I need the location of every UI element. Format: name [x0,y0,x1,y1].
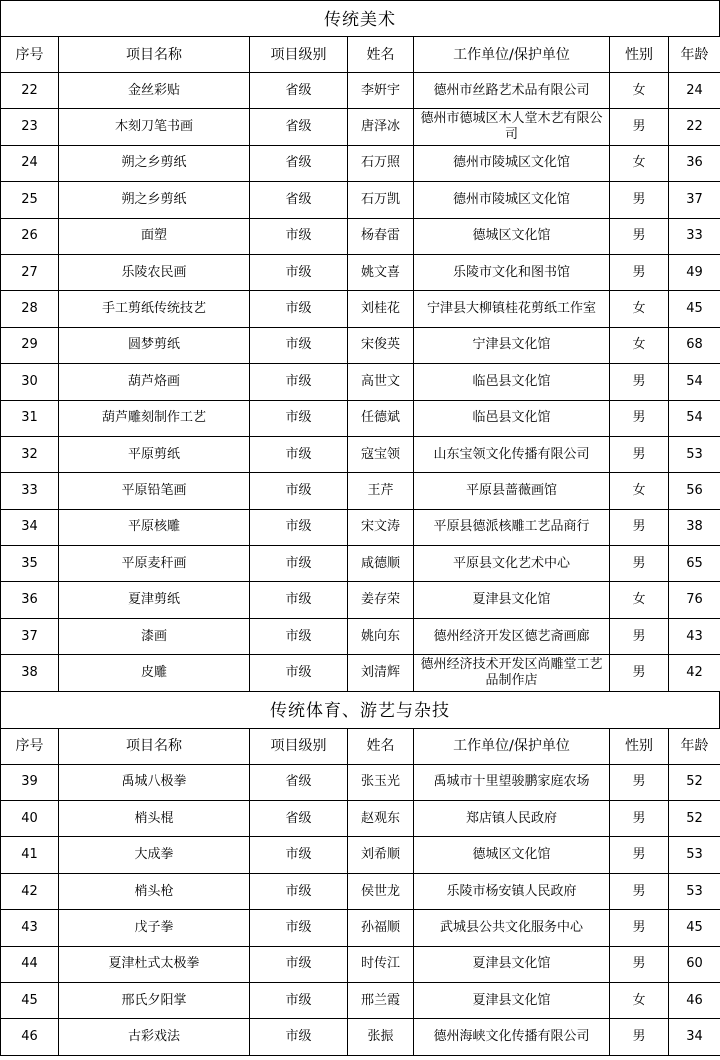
cell-project: 禹城八极拳 [59,764,250,800]
cell-gender: 女 [610,473,669,509]
table-row [1,182,720,218]
cell-index: 29 [1,327,59,363]
cell-project: 平原核雕 [59,509,250,545]
cell-name: 邢兰霞 [348,982,414,1018]
cell-unit: 宁津县大柳镇桂花剪纸工作室 [414,291,610,327]
cell-project: 平原剪纸 [59,436,250,472]
cell-level: 市级 [250,873,348,909]
cell-gender: 男 [610,618,669,654]
cell-level: 市级 [250,946,348,982]
cell-name: 石万照 [348,145,414,181]
table-row [1,436,720,472]
cell-age: 53 [669,837,720,873]
cell-age: 46 [669,982,720,1018]
cell-unit: 禹城市十里望骏鹏家庭农场 [414,764,610,800]
table-row [1,145,720,181]
cell-age: 38 [669,509,720,545]
cell-index: 46 [1,1019,59,1055]
cell-name: 姚文喜 [348,254,414,290]
table-row [1,291,720,327]
cell-project: 皮雕 [59,655,250,691]
cell-level: 市级 [250,837,348,873]
header-index: 序号 [1,37,59,73]
cell-index: 31 [1,400,59,436]
cell-gender: 男 [610,364,669,400]
cell-name: 张振 [348,1019,414,1055]
cell-gender: 男 [610,910,669,946]
cell-level: 市级 [250,546,348,582]
header-level: 项目级别 [250,37,348,73]
cell-age: 24 [669,73,720,109]
table-row [1,254,720,290]
header-index: 序号 [1,728,59,764]
cell-index: 24 [1,145,59,181]
cell-index: 28 [1,291,59,327]
cell-index: 34 [1,509,59,545]
cell-age: 45 [669,910,720,946]
cell-level: 省级 [250,109,348,145]
cell-project: 平原铅笔画 [59,473,250,509]
table-row [1,400,720,436]
section-title-art: 传统美术 [0,0,720,36]
cell-name: 姚向东 [348,618,414,654]
cell-index: 41 [1,837,59,873]
header-row [1,37,720,73]
cell-age: 45 [669,291,720,327]
cell-unit: 平原县蔷薇画馆 [414,473,610,509]
cell-unit: 乐陵市杨安镇人民政府 [414,873,610,909]
cell-unit: 德城区文化馆 [414,218,610,254]
cell-age: 76 [669,582,720,618]
cell-level: 市级 [250,982,348,1018]
cell-index: 22 [1,73,59,109]
cell-gender: 女 [610,982,669,1018]
cell-age: 49 [669,254,720,290]
cell-index: 43 [1,910,59,946]
cell-name: 石万凯 [348,182,414,218]
cell-unit: 山东宝领文化传播有限公司 [414,436,610,472]
cell-level: 省级 [250,73,348,109]
cell-name: 李姸宇 [348,73,414,109]
cell-level: 市级 [250,218,348,254]
cell-name: 寇宝领 [348,436,414,472]
cell-age: 42 [669,655,720,691]
cell-unit: 夏津县文化馆 [414,582,610,618]
cell-gender: 男 [610,254,669,290]
cell-unit: 宁津县文化馆 [414,327,610,363]
table-row [1,364,720,400]
cell-project: 夏津剪纸 [59,582,250,618]
cell-level: 市级 [250,327,348,363]
art-table-body [1,73,720,692]
cell-age: 65 [669,546,720,582]
cell-age: 53 [669,436,720,472]
cell-gender: 男 [610,436,669,472]
cell-project: 漆画 [59,618,250,654]
cell-gender: 男 [610,873,669,909]
cell-age: 37 [669,182,720,218]
table-row [1,1019,720,1055]
table-row [1,73,720,109]
cell-gender: 男 [610,546,669,582]
cell-unit: 夏津县文化馆 [414,946,610,982]
table-row [1,546,720,582]
cell-index: 27 [1,254,59,290]
cell-gender: 男 [610,1019,669,1055]
cell-name: 刘桂花 [348,291,414,327]
header-age: 年龄 [669,37,720,73]
section-title-sports: 传统体育、游艺与杂技 [0,692,720,728]
cell-project: 夏津杜式太极拳 [59,946,250,982]
cell-index: 40 [1,801,59,837]
cell-level: 省级 [250,801,348,837]
cell-gender: 男 [610,837,669,873]
header-unit: 工作单位/保护单位 [414,37,610,73]
cell-index: 37 [1,618,59,654]
cell-age: 52 [669,764,720,800]
cell-gender: 女 [610,291,669,327]
cell-name: 咸德顺 [348,546,414,582]
cell-unit: 德城区文化馆 [414,837,610,873]
cell-project: 乐陵农民画 [59,254,250,290]
header-name: 姓名 [348,37,414,73]
cell-name: 唐泽冰 [348,109,414,145]
cell-name: 高世文 [348,364,414,400]
cell-age: 22 [669,109,720,145]
cell-unit: 德州市陵城区文化馆 [414,145,610,181]
cell-index: 25 [1,182,59,218]
cell-project: 葫芦雕刻制作工艺 [59,400,250,436]
cell-gender: 男 [610,946,669,982]
cell-unit: 临邑县文化馆 [414,400,610,436]
cell-index: 26 [1,218,59,254]
cell-level: 市级 [250,582,348,618]
cell-level: 市级 [250,364,348,400]
cell-project: 葫芦烙画 [59,364,250,400]
cell-unit: 平原县德派核雕工艺品商行 [414,509,610,545]
cell-project: 平原麦秆画 [59,546,250,582]
cell-level: 市级 [250,436,348,472]
table-row [1,837,720,873]
cell-level: 市级 [250,254,348,290]
cell-index: 38 [1,655,59,691]
cell-unit: 德州海峡文化传播有限公司 [414,1019,610,1055]
header-row [1,728,720,764]
table-row [1,618,720,654]
table-row [1,327,720,363]
cell-project: 古彩戏法 [59,1019,250,1055]
table-row [1,218,720,254]
cell-age: 54 [669,400,720,436]
sports-table-body [1,764,720,1055]
cell-project: 手工剪纸传统技艺 [59,291,250,327]
cell-unit: 郑店镇人民政府 [414,801,610,837]
cell-level: 市级 [250,1019,348,1055]
cell-unit: 德州市陵城区文化馆 [414,182,610,218]
cell-index: 36 [1,582,59,618]
cell-project: 金丝彩贴 [59,73,250,109]
cell-project: 梢头枪 [59,873,250,909]
header-age: 年龄 [669,728,720,764]
table-row [1,473,720,509]
cell-unit: 夏津县文化馆 [414,982,610,1018]
header-name: 姓名 [348,728,414,764]
cell-level: 市级 [250,473,348,509]
table-row [1,946,720,982]
table-row [1,873,720,909]
header-level: 项目级别 [250,728,348,764]
cell-project: 朔之乡剪纸 [59,182,250,218]
cell-age: 53 [669,873,720,909]
cell-level: 市级 [250,509,348,545]
cell-index: 35 [1,546,59,582]
cell-unit: 武城县公共文化服务中心 [414,910,610,946]
cell-age: 68 [669,327,720,363]
cell-index: 33 [1,473,59,509]
cell-project: 面塑 [59,218,250,254]
cell-index: 23 [1,109,59,145]
cell-level: 省级 [250,145,348,181]
cell-age: 56 [669,473,720,509]
header-unit: 工作单位/保护单位 [414,728,610,764]
cell-gender: 男 [610,764,669,800]
cell-level: 市级 [250,618,348,654]
cell-project: 大成拳 [59,837,250,873]
cell-age: 43 [669,618,720,654]
cell-project: 邢氏夕阳掌 [59,982,250,1018]
cell-name: 宋文涛 [348,509,414,545]
cell-gender: 男 [610,218,669,254]
header-project: 项目名称 [59,37,250,73]
art-table [0,36,720,692]
table-row [1,655,720,691]
cell-unit: 德州经济开发区德艺斋画廊 [414,618,610,654]
cell-name: 宋俊英 [348,327,414,363]
cell-name: 孙福顺 [348,910,414,946]
cell-index: 42 [1,873,59,909]
cell-age: 52 [669,801,720,837]
cell-name: 时传江 [348,946,414,982]
cell-project: 梢头棍 [59,801,250,837]
cell-age: 33 [669,218,720,254]
cell-unit: 德州经济技术开发区尚雕堂工艺品制作店 [414,655,610,691]
header-gender: 性别 [610,37,669,73]
cell-project: 朔之乡剪纸 [59,145,250,181]
cell-project: 圆梦剪纸 [59,327,250,363]
cell-level: 省级 [250,764,348,800]
header-project: 项目名称 [59,728,250,764]
cell-gender: 男 [610,801,669,837]
cell-index: 32 [1,436,59,472]
cell-name: 赵观东 [348,801,414,837]
cell-name: 任德斌 [348,400,414,436]
cell-name: 杨春雷 [348,218,414,254]
cell-age: 34 [669,1019,720,1055]
table-row [1,910,720,946]
cell-gender: 男 [610,509,669,545]
cell-index: 45 [1,982,59,1018]
cell-unit: 平原县文化艺术中心 [414,546,610,582]
table-row [1,509,720,545]
cell-gender: 男 [610,109,669,145]
cell-level: 市级 [250,910,348,946]
cell-gender: 男 [610,182,669,218]
cell-name: 刘希顺 [348,837,414,873]
cell-project: 木刻刀笔书画 [59,109,250,145]
header-gender: 性别 [610,728,669,764]
cell-name: 张玉光 [348,764,414,800]
cell-name: 刘清辉 [348,655,414,691]
table-row [1,982,720,1018]
table-row [1,801,720,837]
cell-level: 省级 [250,182,348,218]
cell-age: 36 [669,145,720,181]
cell-gender: 女 [610,582,669,618]
cell-gender: 男 [610,655,669,691]
cell-project: 戊子拳 [59,910,250,946]
cell-unit: 德州市德城区木人堂木艺有限公司 [414,109,610,145]
cell-unit: 德州市丝路艺术品有限公司 [414,73,610,109]
sports-table [0,728,720,1056]
cell-index: 30 [1,364,59,400]
cell-gender: 女 [610,145,669,181]
cell-index: 39 [1,764,59,800]
cell-age: 60 [669,946,720,982]
cell-unit: 临邑县文化馆 [414,364,610,400]
cell-gender: 女 [610,327,669,363]
table-row [1,582,720,618]
table-row [1,764,720,800]
table-row [1,109,720,145]
cell-unit: 乐陵市文化和图书馆 [414,254,610,290]
cell-level: 市级 [250,400,348,436]
cell-index: 44 [1,946,59,982]
cell-name: 侯世龙 [348,873,414,909]
cell-age: 54 [669,364,720,400]
cell-gender: 男 [610,400,669,436]
cell-gender: 女 [610,73,669,109]
cell-name: 王芹 [348,473,414,509]
cell-level: 市级 [250,291,348,327]
cell-level: 市级 [250,655,348,691]
cell-name: 姜存荣 [348,582,414,618]
